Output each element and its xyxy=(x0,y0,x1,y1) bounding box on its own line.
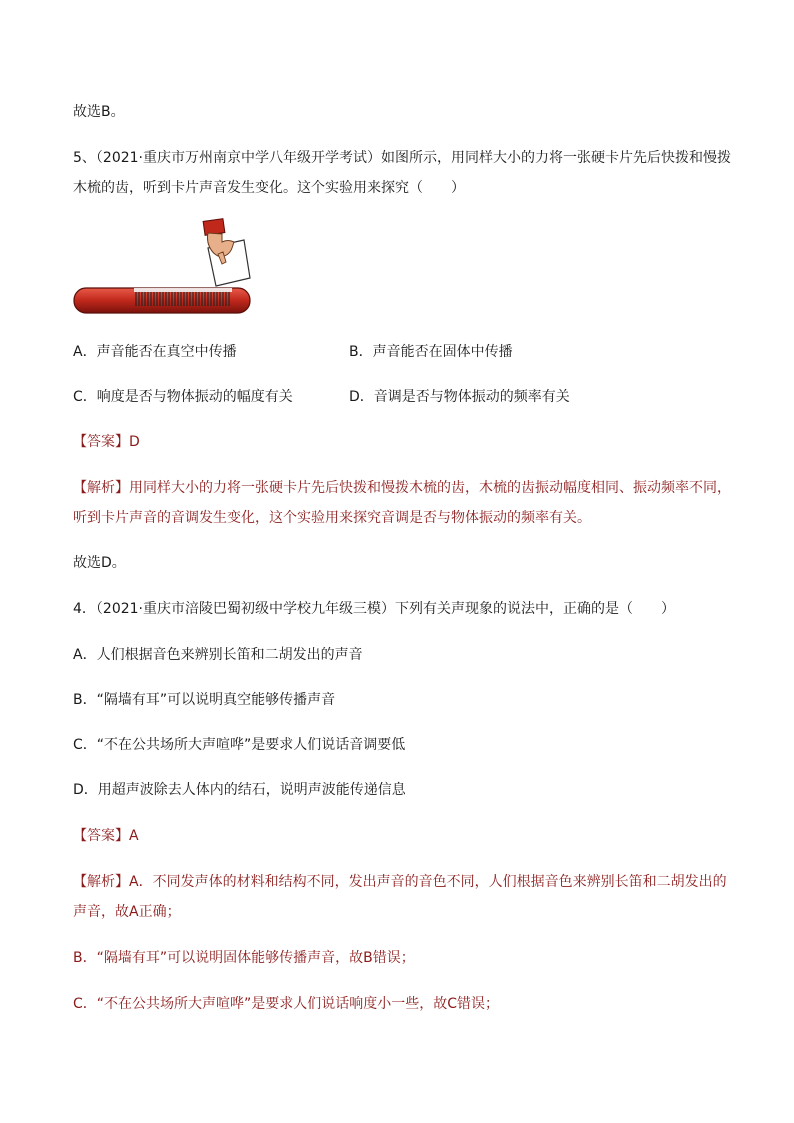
question-4-analysis-line1 xyxy=(73,872,727,892)
question-4-option-a: A．人们根据音色来辨别长笛和二胡发出的声音 xyxy=(73,647,363,663)
question-5-option-b: B．声音能否在固体中传播 xyxy=(349,344,513,360)
question-5-analysis-line2: 听到卡片声音的音调发生变化，这个实验用来探究音调是否与物体振动的频率有关。 xyxy=(73,510,591,526)
analysis-label: 【解析】 xyxy=(73,874,129,890)
question-5-analysis-line1 xyxy=(73,478,731,498)
question-5-stem-line1: 5、（2021·重庆市万州南京中学八年级开学考试）如图所示，用同样大小的力将一张硬卡片先后快拨和慢拨 xyxy=(73,150,731,166)
analysis-text: A．不同发声体的材料和结构不同，发出声音的音色不同，人们根据音色来辨别长笛和二胡发出的 xyxy=(129,874,727,890)
comb-card-figure xyxy=(72,218,252,316)
question-4-answer: 【答案】A xyxy=(73,828,139,844)
question-4-option-b: B．“隔墙有耳”可以说明真空能够传播声音 xyxy=(73,692,336,708)
question-5-option-d: D．音调是否与物体振动的频率有关 xyxy=(349,389,570,405)
question-4-option-d: D．用超声波除去人体内的结石，说明声波能传递信息 xyxy=(73,782,406,798)
question-5-stem-line2: 木梳的齿，听到卡片声音发生变化。这个实验用来探究（ ） xyxy=(73,180,465,196)
question-4-option-c: C．“不在公共场所大声喧哗”是要求人们说话音调要低 xyxy=(73,737,406,753)
previous-conclusion: 故选B。 xyxy=(73,104,125,120)
question-4-stem: 4．（2021·重庆市涪陵巴蜀初级中学校九年级三模）下列有关声现象的说法中，正确的是（ ） xyxy=(73,601,675,617)
question-5-answer: 【答案】D xyxy=(73,434,140,450)
question-4-analysis-line4: C．“不在公共场所大声喧哗”是要求人们说话响度小一些，故C错误； xyxy=(73,996,500,1012)
analysis-label: 【解析】 xyxy=(73,480,129,496)
question-5-conclusion: 故选D。 xyxy=(73,555,126,571)
question-5-option-a: A．声音能否在真空中传播 xyxy=(73,344,237,360)
question-5-option-c: C．响度是否与物体振动的幅度有关 xyxy=(73,389,293,405)
question-4-analysis-line3: B．“隔墙有耳”可以说明固体能够传播声音，故B错误； xyxy=(73,950,415,966)
sleeve xyxy=(203,219,225,236)
question-4-analysis-line2: 声音，故A正确； xyxy=(73,904,181,920)
analysis-text: 用同样大小的力将一张硬卡片先后快拨和慢拨木梳的齿，木梳的齿振动幅度相同、振动频率不同， xyxy=(129,480,731,496)
